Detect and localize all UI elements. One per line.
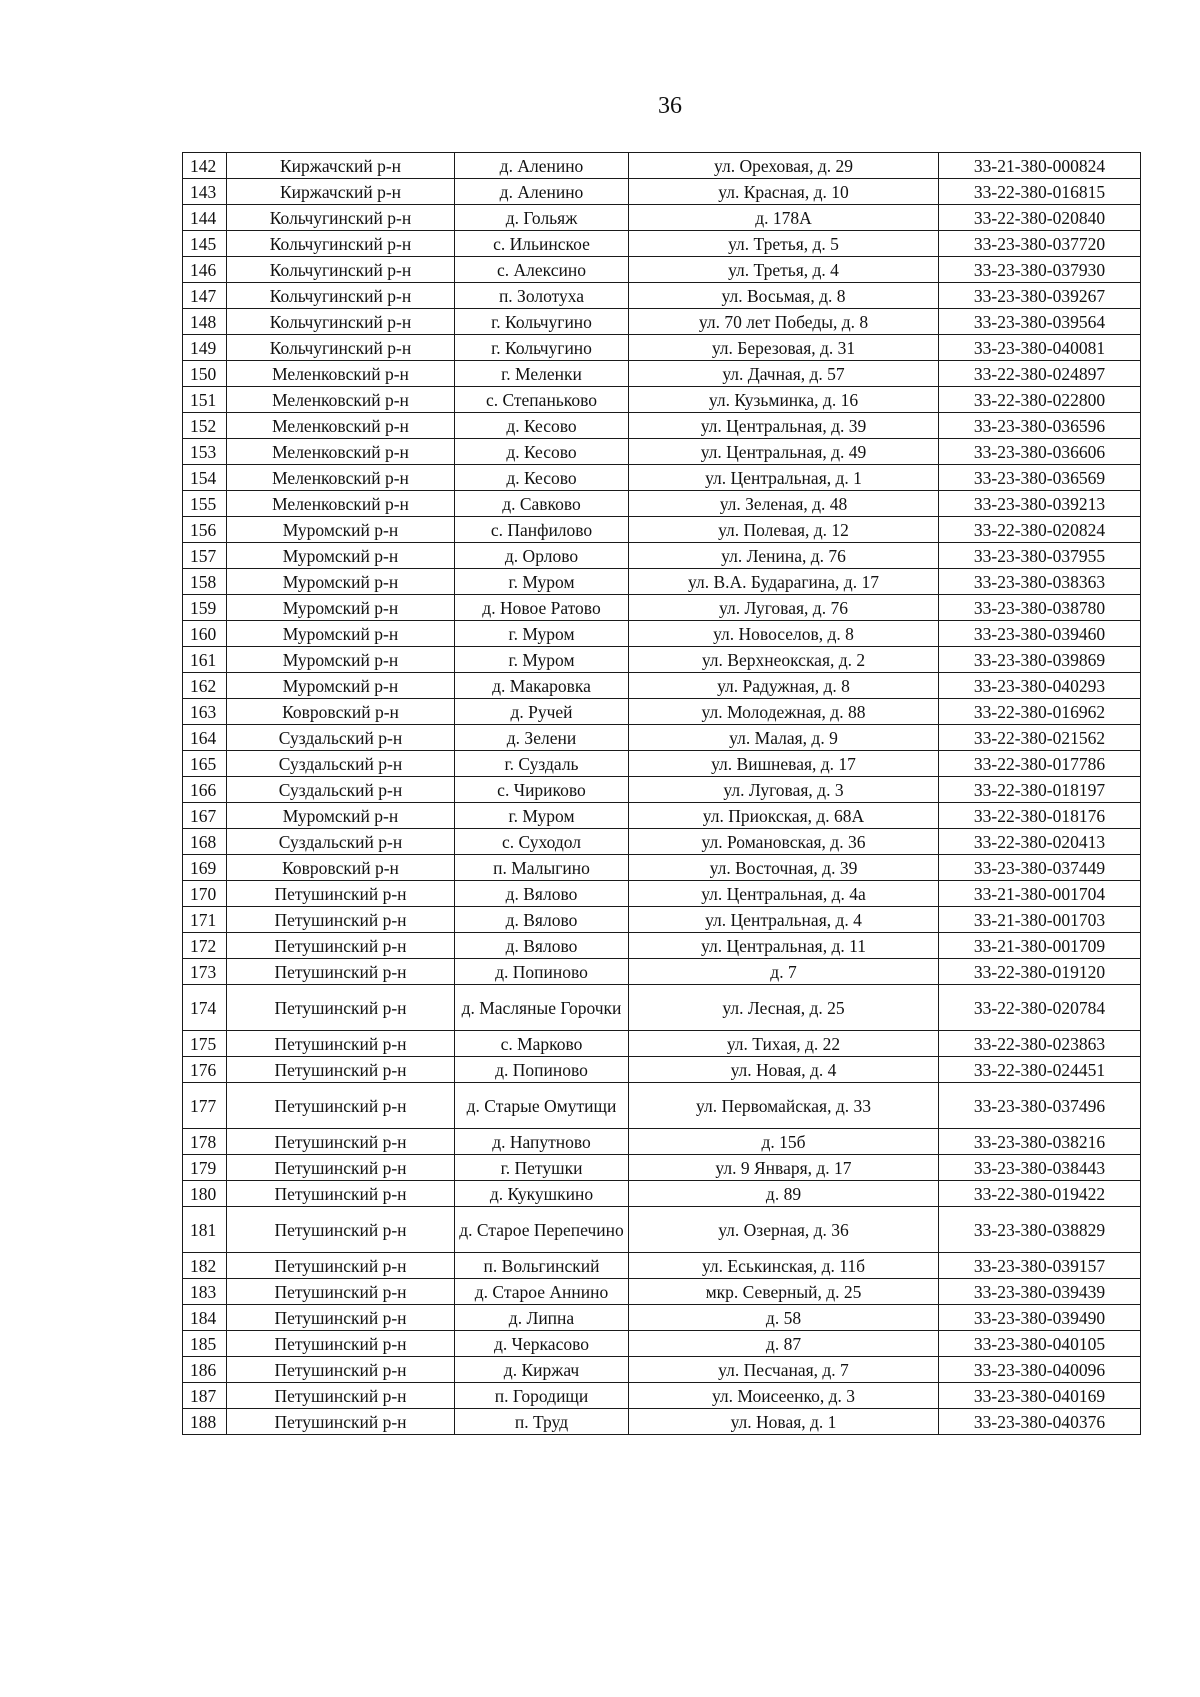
table-row <box>183 647 1141 673</box>
table-row <box>183 569 1141 595</box>
table-row <box>183 517 1141 543</box>
address-cell: д. 58 <box>629 1305 939 1331</box>
district-cell: Петушинский р-н <box>227 933 455 959</box>
table-row <box>183 751 1141 777</box>
row-number-cell: 177 <box>183 1083 227 1129</box>
district-cell: Кольчугинский р-н <box>227 205 455 231</box>
address-cell: ул. Первомайская, д. 33 <box>629 1083 939 1129</box>
table-row <box>183 439 1141 465</box>
district-cell: Муромский р-н <box>227 517 455 543</box>
cadastral-number-cell: 33-22-380-019120 <box>939 959 1141 985</box>
district-cell: Кольчугинский р-н <box>227 283 455 309</box>
row-number-cell: 146 <box>183 257 227 283</box>
settlement-cell: д. Киржач <box>455 1357 629 1383</box>
settlement-cell: с. Степаньково <box>455 387 629 413</box>
district-cell: Меленковский р-н <box>227 361 455 387</box>
table-row <box>183 621 1141 647</box>
district-cell: Петушинский р-н <box>227 1305 455 1331</box>
settlement-cell: д. Вялово <box>455 881 629 907</box>
table-row <box>183 829 1141 855</box>
row-number-cell: 180 <box>183 1181 227 1207</box>
address-cell: ул. Березовая, д. 31 <box>629 335 939 361</box>
cadastral-number-cell: 33-23-380-039869 <box>939 647 1141 673</box>
settlement-cell: с. Панфилово <box>455 517 629 543</box>
settlement-cell: г. Муром <box>455 569 629 595</box>
cadastral-number-cell: 33-23-380-037449 <box>939 855 1141 881</box>
row-number-cell: 169 <box>183 855 227 881</box>
row-number-cell: 145 <box>183 231 227 257</box>
row-number-cell: 188 <box>183 1409 227 1435</box>
settlement-cell: д. Старое Аннино <box>455 1279 629 1305</box>
settlement-cell: д. Старые Омутищи <box>455 1083 629 1129</box>
district-cell: Меленковский р-н <box>227 387 455 413</box>
cadastral-number-cell: 33-23-380-039490 <box>939 1305 1141 1331</box>
address-cell: ул. Центральная, д. 4 <box>629 907 939 933</box>
cadastral-number-cell: 33-22-380-023863 <box>939 1031 1141 1057</box>
address-cell: ул. Новая, д. 4 <box>629 1057 939 1083</box>
row-number-cell: 153 <box>183 439 227 465</box>
cadastral-number-cell: 33-23-380-038829 <box>939 1207 1141 1253</box>
cadastral-number-cell: 33-23-380-037720 <box>939 231 1141 257</box>
row-number-cell: 182 <box>183 1253 227 1279</box>
district-cell: Петушинский р-н <box>227 985 455 1031</box>
address-cell: ул. Центральная, д. 11 <box>629 933 939 959</box>
table-row <box>183 231 1141 257</box>
table-row <box>183 153 1141 179</box>
row-number-cell: 143 <box>183 179 227 205</box>
table-row <box>183 413 1141 439</box>
table-row <box>183 855 1141 881</box>
row-number-cell: 187 <box>183 1383 227 1409</box>
settlement-cell: п. Городищи <box>455 1383 629 1409</box>
cadastral-number-cell: 33-23-380-036606 <box>939 439 1141 465</box>
row-number-cell: 176 <box>183 1057 227 1083</box>
row-number-cell: 152 <box>183 413 227 439</box>
settlement-cell: д. Аленино <box>455 179 629 205</box>
table-row <box>183 881 1141 907</box>
row-number-cell: 174 <box>183 985 227 1031</box>
cadastral-number-cell: 33-21-380-000824 <box>939 153 1141 179</box>
cadastral-number-cell: 33-22-380-022800 <box>939 387 1141 413</box>
row-number-cell: 175 <box>183 1031 227 1057</box>
district-cell: Суздальский р-н <box>227 829 455 855</box>
cadastral-number-cell: 33-22-380-018197 <box>939 777 1141 803</box>
row-number-cell: 148 <box>183 309 227 335</box>
district-cell: Муромский р-н <box>227 569 455 595</box>
table-row <box>183 1279 1141 1305</box>
settlement-cell: д. Гольяж <box>455 205 629 231</box>
row-number-cell: 171 <box>183 907 227 933</box>
district-cell: Суздальский р-н <box>227 725 455 751</box>
settlement-cell: п. Малыгино <box>455 855 629 881</box>
cadastral-number-cell: 33-23-380-039564 <box>939 309 1141 335</box>
district-cell: Меленковский р-н <box>227 413 455 439</box>
address-cell: ул. 70 лет Победы, д. 8 <box>629 309 939 335</box>
row-number-cell: 173 <box>183 959 227 985</box>
address-cell: ул. Третья, д. 5 <box>629 231 939 257</box>
address-cell: ул. Ленина, д. 76 <box>629 543 939 569</box>
cadastral-number-cell: 33-22-380-020413 <box>939 829 1141 855</box>
district-cell: Киржачский р-н <box>227 153 455 179</box>
address-cell: д. 7 <box>629 959 939 985</box>
table-row <box>183 1383 1141 1409</box>
row-number-cell: 156 <box>183 517 227 543</box>
table-row <box>183 387 1141 413</box>
address-cell: ул. Зеленая, д. 48 <box>629 491 939 517</box>
settlement-cell: с. Алексино <box>455 257 629 283</box>
district-cell: Муромский р-н <box>227 673 455 699</box>
table-row <box>183 959 1141 985</box>
address-cell: ул. Луговая, д. 3 <box>629 777 939 803</box>
row-number-cell: 144 <box>183 205 227 231</box>
table-row <box>183 1181 1141 1207</box>
district-cell: Петушинский р-н <box>227 881 455 907</box>
settlement-cell: г. Муром <box>455 621 629 647</box>
address-cell: д. 87 <box>629 1331 939 1357</box>
cadastral-number-cell: 33-22-380-016815 <box>939 179 1141 205</box>
district-cell: Муромский р-н <box>227 647 455 673</box>
settlement-cell: д. Кукушкино <box>455 1181 629 1207</box>
settlement-cell: д. Напутново <box>455 1129 629 1155</box>
cadastral-number-cell: 33-23-380-040293 <box>939 673 1141 699</box>
district-cell: Кольчугинский р-н <box>227 335 455 361</box>
row-number-cell: 149 <box>183 335 227 361</box>
settlement-cell: с. Чириково <box>455 777 629 803</box>
row-number-cell: 168 <box>183 829 227 855</box>
cadastral-number-cell: 33-23-380-038216 <box>939 1129 1141 1155</box>
settlement-cell: д. Старое Перепечино <box>455 1207 629 1253</box>
address-cell: ул. Песчаная, д. 7 <box>629 1357 939 1383</box>
cadastral-number-cell: 33-22-380-016962 <box>939 699 1141 725</box>
address-cell: ул. Романовская, д. 36 <box>629 829 939 855</box>
address-cell: ул. Восьмая, д. 8 <box>629 283 939 309</box>
settlement-cell: п. Труд <box>455 1409 629 1435</box>
settlement-cell: д. Ручей <box>455 699 629 725</box>
district-cell: Петушинский р-н <box>227 1253 455 1279</box>
cadastral-number-cell: 33-22-380-020840 <box>939 205 1141 231</box>
settlement-cell: г. Петушки <box>455 1155 629 1181</box>
table-row <box>183 699 1141 725</box>
cadastral-number-cell: 33-23-380-040376 <box>939 1409 1141 1435</box>
district-cell: Ковровский р-н <box>227 699 455 725</box>
table-row <box>183 335 1141 361</box>
row-number-cell: 165 <box>183 751 227 777</box>
district-cell: Меленковский р-н <box>227 465 455 491</box>
table-row <box>183 465 1141 491</box>
district-cell: Петушинский р-н <box>227 1057 455 1083</box>
address-cell: ул. Восточная, д. 39 <box>629 855 939 881</box>
row-number-cell: 162 <box>183 673 227 699</box>
row-number-cell: 184 <box>183 1305 227 1331</box>
district-cell: Суздальский р-н <box>227 751 455 777</box>
address-cell: ул. Центральная, д. 49 <box>629 439 939 465</box>
district-cell: Киржачский р-н <box>227 179 455 205</box>
address-cell: ул. Верхнеокская, д. 2 <box>629 647 939 673</box>
row-number-cell: 160 <box>183 621 227 647</box>
table-row <box>183 725 1141 751</box>
district-cell: Меленковский р-н <box>227 439 455 465</box>
settlement-cell: д. Черкасово <box>455 1331 629 1357</box>
settlement-cell: г. Муром <box>455 803 629 829</box>
cadastral-number-cell: 33-22-380-024897 <box>939 361 1141 387</box>
row-number-cell: 151 <box>183 387 227 413</box>
district-cell: Меленковский р-н <box>227 491 455 517</box>
district-cell: Муромский р-н <box>227 543 455 569</box>
row-number-cell: 181 <box>183 1207 227 1253</box>
address-cell: ул. Кузьминка, д. 16 <box>629 387 939 413</box>
table-row <box>183 1057 1141 1083</box>
address-cell: д. 15б <box>629 1129 939 1155</box>
district-cell: Петушинский р-н <box>227 959 455 985</box>
table-row <box>183 1305 1141 1331</box>
settlement-cell: д. Макаровка <box>455 673 629 699</box>
table-row <box>183 1031 1141 1057</box>
settlement-cell: г. Суздаль <box>455 751 629 777</box>
district-cell: Муромский р-н <box>227 595 455 621</box>
settlement-cell: д. Масляные Горочки <box>455 985 629 1031</box>
table-row <box>183 361 1141 387</box>
address-cell: ул. Радужная, д. 8 <box>629 673 939 699</box>
address-cell: ул. Центральная, д. 4а <box>629 881 939 907</box>
table-row <box>183 1083 1141 1129</box>
address-cell: д. 178А <box>629 205 939 231</box>
address-cell: ул. Дачная, д. 57 <box>629 361 939 387</box>
cadastral-number-cell: 33-23-380-038780 <box>939 595 1141 621</box>
cadastral-number-cell: 33-21-380-001709 <box>939 933 1141 959</box>
address-cell: ул. Молодежная, д. 88 <box>629 699 939 725</box>
address-cell: ул. Луговая, д. 76 <box>629 595 939 621</box>
district-cell: Ковровский р-н <box>227 855 455 881</box>
district-cell: Кольчугинский р-н <box>227 257 455 283</box>
cadastral-number-cell: 33-23-380-039439 <box>939 1279 1141 1305</box>
cadastral-number-cell: 33-23-380-040105 <box>939 1331 1141 1357</box>
registry-table-container <box>182 152 1141 1435</box>
cadastral-number-cell: 33-22-380-018176 <box>939 803 1141 829</box>
cadastral-number-cell: 33-22-380-019422 <box>939 1181 1141 1207</box>
district-cell: Кольчугинский р-н <box>227 231 455 257</box>
table-row <box>183 907 1141 933</box>
settlement-cell: г. Муром <box>455 647 629 673</box>
table-row <box>183 1207 1141 1253</box>
address-cell: ул. Полевая, д. 12 <box>629 517 939 543</box>
address-cell: ул. Озерная, д. 36 <box>629 1207 939 1253</box>
cadastral-number-cell: 33-23-380-039213 <box>939 491 1141 517</box>
table-row <box>183 985 1141 1031</box>
settlement-cell: д. Зелени <box>455 725 629 751</box>
address-cell: ул. Новоселов, д. 8 <box>629 621 939 647</box>
table-row <box>183 491 1141 517</box>
address-cell: ул. Центральная, д. 39 <box>629 413 939 439</box>
table-row <box>183 595 1141 621</box>
address-cell: ул. Центральная, д. 1 <box>629 465 939 491</box>
row-number-cell: 186 <box>183 1357 227 1383</box>
settlement-cell: д. Липна <box>455 1305 629 1331</box>
table-row <box>183 1409 1141 1435</box>
row-number-cell: 163 <box>183 699 227 725</box>
district-cell: Муромский р-н <box>227 803 455 829</box>
row-number-cell: 185 <box>183 1331 227 1357</box>
table-row <box>183 179 1141 205</box>
settlement-cell: д. Кесово <box>455 413 629 439</box>
row-number-cell: 158 <box>183 569 227 595</box>
address-cell: ул. Новая, д. 1 <box>629 1409 939 1435</box>
registry-table <box>182 152 1141 1435</box>
address-cell: мкр. Северный, д. 25 <box>629 1279 939 1305</box>
address-cell: ул. Моисеенко, д. 3 <box>629 1383 939 1409</box>
cadastral-number-cell: 33-23-380-039460 <box>939 621 1141 647</box>
table-row <box>183 1253 1141 1279</box>
district-cell: Петушинский р-н <box>227 1357 455 1383</box>
address-cell: ул. Малая, д. 9 <box>629 725 939 751</box>
row-number-cell: 166 <box>183 777 227 803</box>
settlement-cell: п. Вольгинский <box>455 1253 629 1279</box>
district-cell: Петушинский р-н <box>227 1129 455 1155</box>
cadastral-number-cell: 33-22-380-024451 <box>939 1057 1141 1083</box>
district-cell: Петушинский р-н <box>227 1031 455 1057</box>
district-cell: Кольчугинский р-н <box>227 309 455 335</box>
table-row <box>183 283 1141 309</box>
row-number-cell: 157 <box>183 543 227 569</box>
address-cell: ул. Ореховая, д. 29 <box>629 153 939 179</box>
row-number-cell: 142 <box>183 153 227 179</box>
address-cell: ул. Приокская, д. 68А <box>629 803 939 829</box>
cadastral-number-cell: 33-22-380-020824 <box>939 517 1141 543</box>
row-number-cell: 178 <box>183 1129 227 1155</box>
row-number-cell: 155 <box>183 491 227 517</box>
row-number-cell: 183 <box>183 1279 227 1305</box>
row-number-cell: 170 <box>183 881 227 907</box>
settlement-cell: д. Вялово <box>455 907 629 933</box>
table-row <box>183 1155 1141 1181</box>
row-number-cell: 161 <box>183 647 227 673</box>
settlement-cell: д. Кесово <box>455 439 629 465</box>
settlement-cell: г. Кольчугино <box>455 335 629 361</box>
address-cell: д. 89 <box>629 1181 939 1207</box>
registry-table-body <box>183 153 1141 1435</box>
row-number-cell: 159 <box>183 595 227 621</box>
cadastral-number-cell: 33-23-380-036569 <box>939 465 1141 491</box>
settlement-cell: г. Меленки <box>455 361 629 387</box>
district-cell: Петушинский р-н <box>227 1409 455 1435</box>
district-cell: Петушинский р-н <box>227 1207 455 1253</box>
settlement-cell: г. Кольчугино <box>455 309 629 335</box>
table-row <box>183 777 1141 803</box>
table-row <box>183 1331 1141 1357</box>
settlement-cell: д. Кесово <box>455 465 629 491</box>
cadastral-number-cell: 33-23-380-038443 <box>939 1155 1141 1181</box>
settlement-cell: д. Савково <box>455 491 629 517</box>
table-row <box>183 673 1141 699</box>
district-cell: Петушинский р-н <box>227 1155 455 1181</box>
settlement-cell: д. Вялово <box>455 933 629 959</box>
cadastral-number-cell: 33-23-380-036596 <box>939 413 1141 439</box>
table-row <box>183 1129 1141 1155</box>
address-cell: ул. Лесная, д. 25 <box>629 985 939 1031</box>
row-number-cell: 172 <box>183 933 227 959</box>
cadastral-number-cell: 33-23-380-037496 <box>939 1083 1141 1129</box>
district-cell: Петушинский р-н <box>227 907 455 933</box>
table-row <box>183 803 1141 829</box>
cadastral-number-cell: 33-23-380-040096 <box>939 1357 1141 1383</box>
settlement-cell: д. Аленино <box>455 153 629 179</box>
settlement-cell: д. Новое Ратово <box>455 595 629 621</box>
settlement-cell: с. Суходол <box>455 829 629 855</box>
row-number-cell: 179 <box>183 1155 227 1181</box>
cadastral-number-cell: 33-23-380-038363 <box>939 569 1141 595</box>
cadastral-number-cell: 33-23-380-040081 <box>939 335 1141 361</box>
settlement-cell: д. Орлово <box>455 543 629 569</box>
table-row <box>183 309 1141 335</box>
settlement-cell: п. Золотуха <box>455 283 629 309</box>
row-number-cell: 147 <box>183 283 227 309</box>
address-cell: ул. Вишневая, д. 17 <box>629 751 939 777</box>
address-cell: ул. В.А. Бударагина, д. 17 <box>629 569 939 595</box>
settlement-cell: с. Ильинское <box>455 231 629 257</box>
cadastral-number-cell: 33-23-380-040169 <box>939 1383 1141 1409</box>
address-cell: ул. Еськинская, д. 11б <box>629 1253 939 1279</box>
row-number-cell: 150 <box>183 361 227 387</box>
district-cell: Петушинский р-н <box>227 1083 455 1129</box>
table-row <box>183 257 1141 283</box>
settlement-cell: д. Попиново <box>455 959 629 985</box>
district-cell: Петушинский р-н <box>227 1331 455 1357</box>
table-row <box>183 205 1141 231</box>
table-row <box>183 933 1141 959</box>
cadastral-number-cell: 33-23-380-039157 <box>939 1253 1141 1279</box>
district-cell: Петушинский р-н <box>227 1279 455 1305</box>
row-number-cell: 167 <box>183 803 227 829</box>
cadastral-number-cell: 33-22-380-021562 <box>939 725 1141 751</box>
table-row <box>183 1357 1141 1383</box>
cadastral-number-cell: 33-21-380-001703 <box>939 907 1141 933</box>
district-cell: Петушинский р-н <box>227 1181 455 1207</box>
cadastral-number-cell: 33-23-380-037955 <box>939 543 1141 569</box>
district-cell: Суздальский р-н <box>227 777 455 803</box>
address-cell: ул. 9 Января, д. 17 <box>629 1155 939 1181</box>
table-row <box>183 543 1141 569</box>
row-number-cell: 164 <box>183 725 227 751</box>
cadastral-number-cell: 33-23-380-037930 <box>939 257 1141 283</box>
address-cell: ул. Тихая, д. 22 <box>629 1031 939 1057</box>
cadastral-number-cell: 33-23-380-039267 <box>939 283 1141 309</box>
cadastral-number-cell: 33-22-380-020784 <box>939 985 1141 1031</box>
district-cell: Петушинский р-н <box>227 1383 455 1409</box>
cadastral-number-cell: 33-21-380-001704 <box>939 881 1141 907</box>
page-number: 36 <box>658 93 682 119</box>
row-number-cell: 154 <box>183 465 227 491</box>
district-cell: Муромский р-н <box>227 621 455 647</box>
address-cell: ул. Красная, д. 10 <box>629 179 939 205</box>
address-cell: ул. Третья, д. 4 <box>629 257 939 283</box>
settlement-cell: с. Марково <box>455 1031 629 1057</box>
cadastral-number-cell: 33-22-380-017786 <box>939 751 1141 777</box>
settlement-cell: д. Попиново <box>455 1057 629 1083</box>
